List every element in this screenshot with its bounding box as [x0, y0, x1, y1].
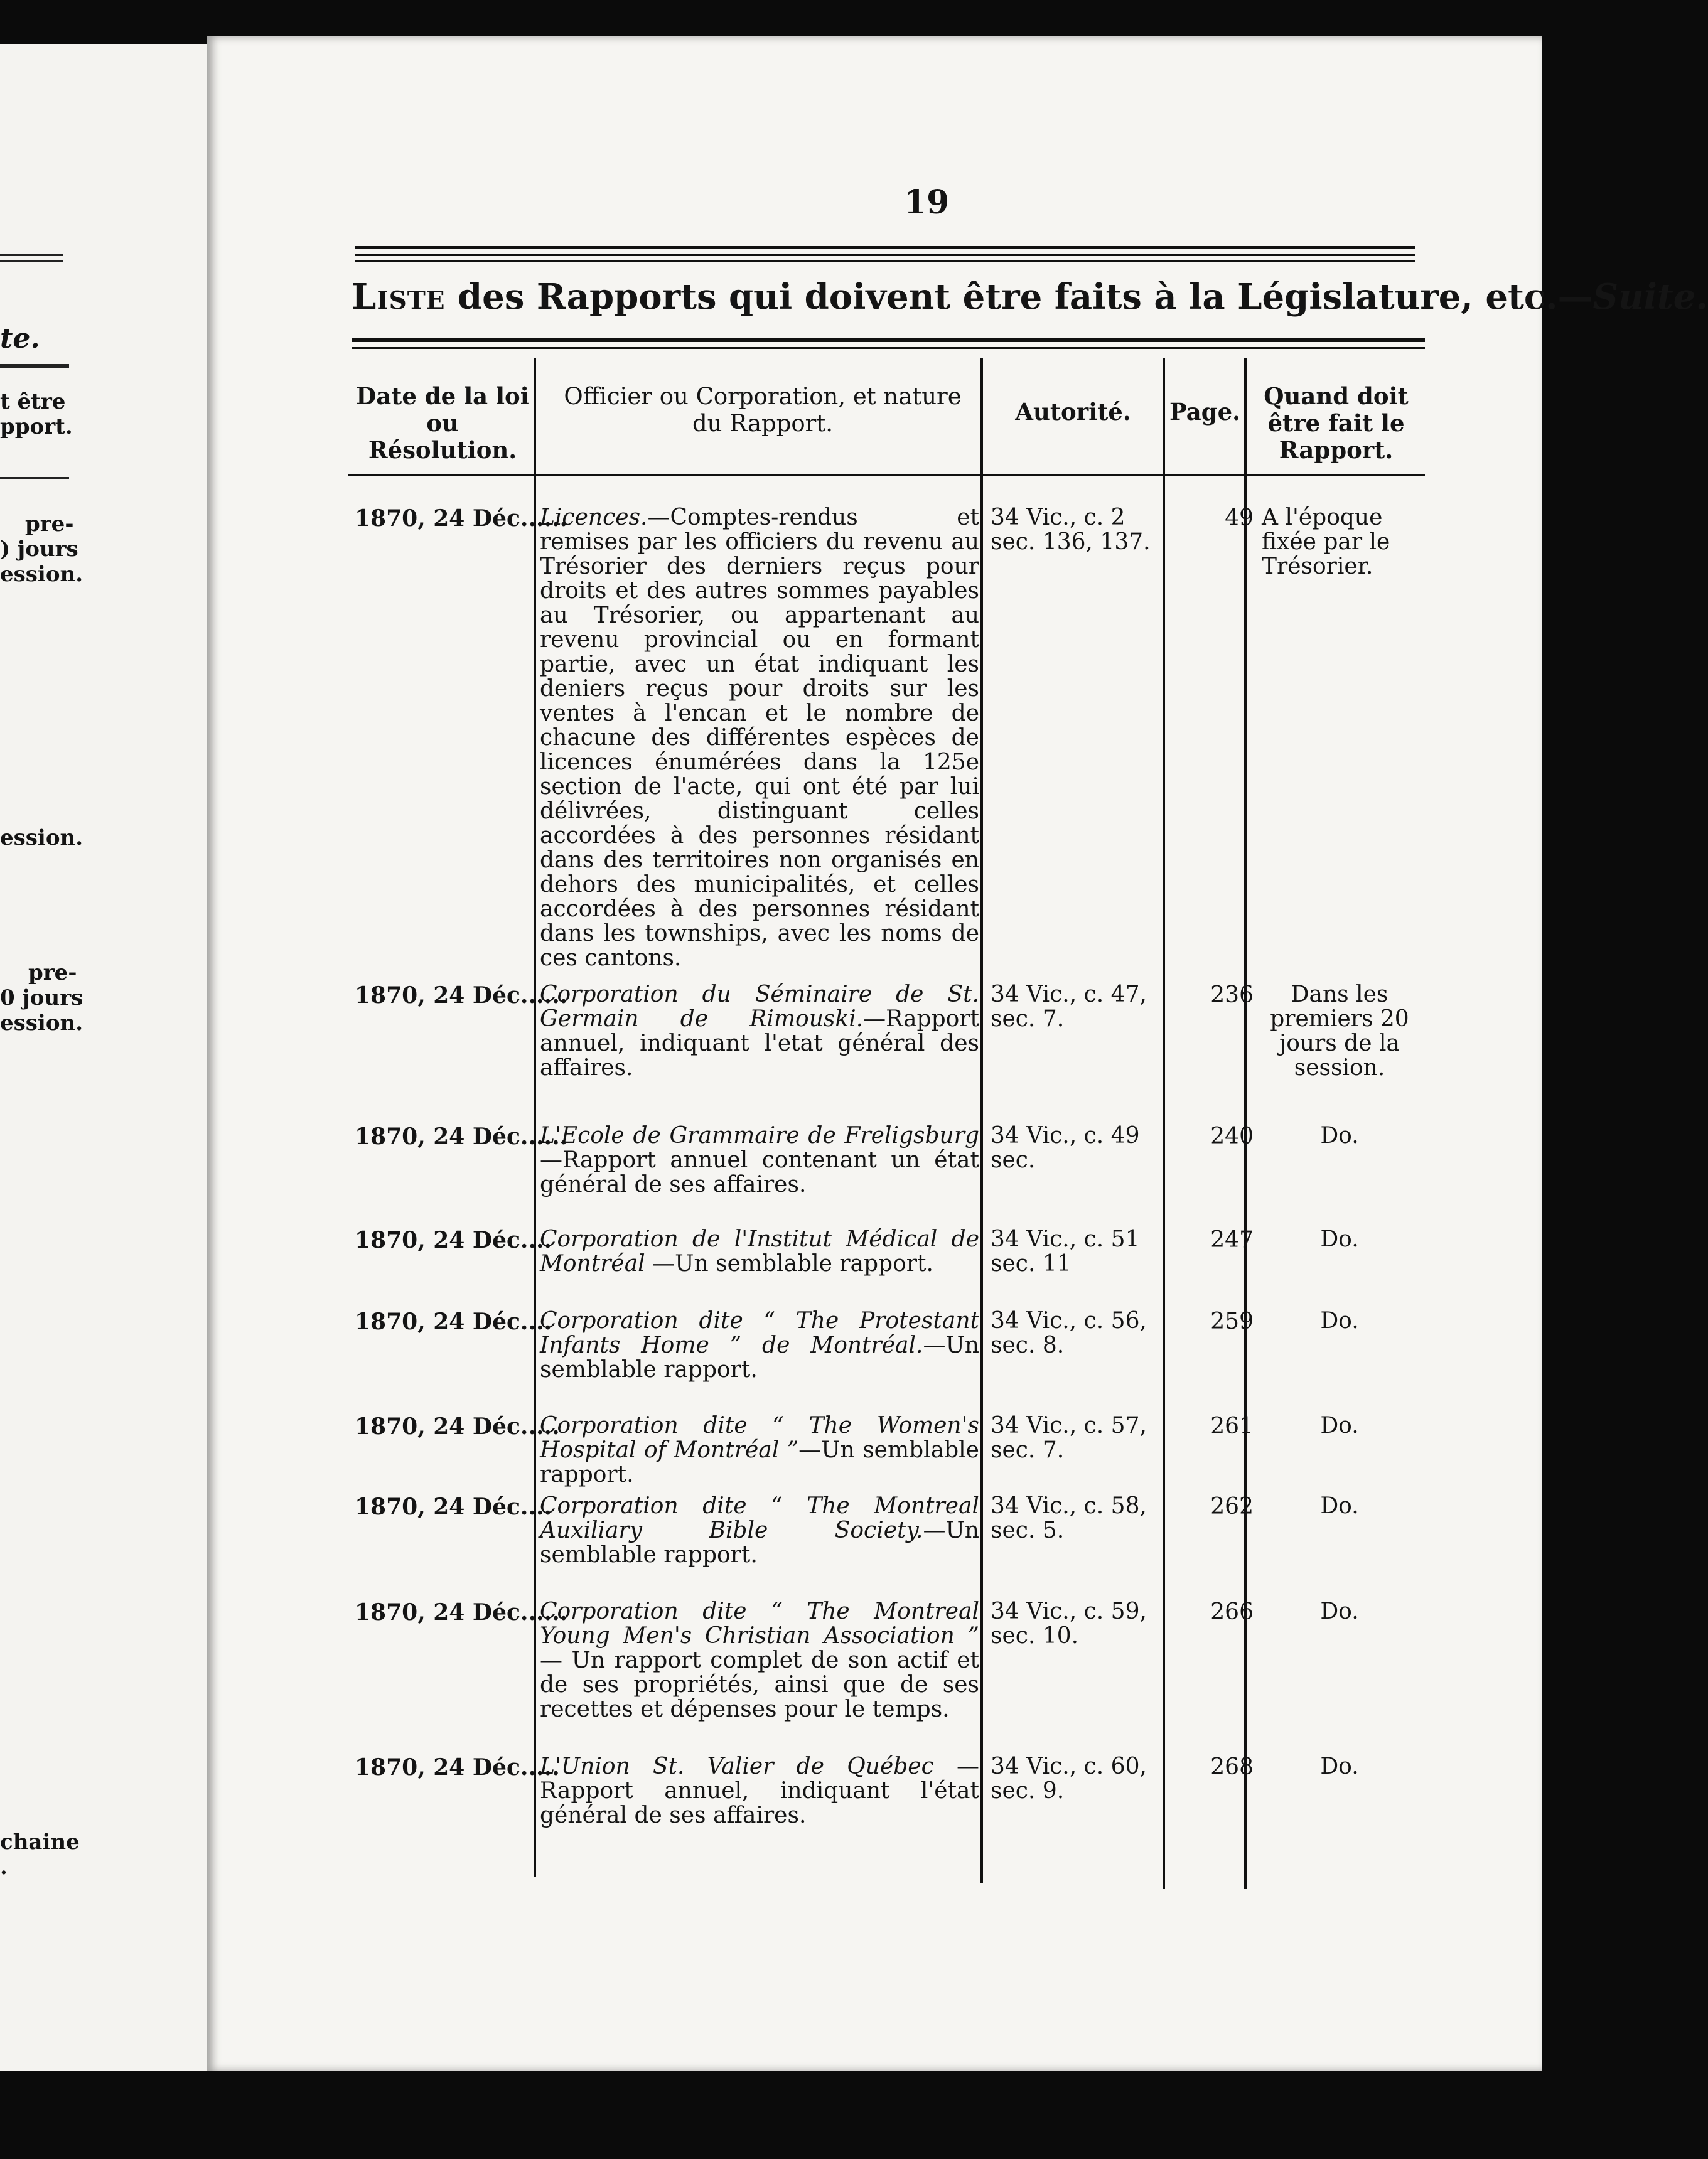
- page-heading: [352, 276, 1708, 318]
- row-page: 266: [1210, 1599, 1254, 1625]
- row-page: 262: [1210, 1494, 1254, 1519]
- row-when: A l'époque fixée par le Trésorier.: [1262, 505, 1390, 579]
- row-date: 1870, 24 Déc....: [355, 1309, 552, 1335]
- row-title: Licences.: [540, 505, 648, 530]
- row-date: 1870, 24 Déc......: [355, 1599, 568, 1626]
- top-rule: [355, 260, 1415, 262]
- row-authority: 34 Vic., c. 49 sec.: [991, 1123, 1140, 1173]
- left-fragment: t être: [0, 389, 66, 414]
- left-fragment: ) jours: [0, 537, 78, 562]
- header-rule: [348, 474, 1425, 476]
- reports-table: [348, 348, 1425, 1880]
- heading-rule: [352, 338, 1425, 342]
- row-date: 1870, 24 Déc.....: [355, 1754, 560, 1781]
- row-date: 1870, 24 Déc......: [355, 982, 568, 1009]
- row-page: 268: [1210, 1754, 1254, 1780]
- row-when: Do.: [1320, 1226, 1359, 1252]
- row-authority: 34 Vic., c. 57, sec. 7.: [991, 1413, 1147, 1463]
- top-rule: [355, 246, 1415, 249]
- row-when: Do.: [1320, 1493, 1359, 1519]
- row-description: [540, 1413, 979, 1487]
- row-page: 259: [1210, 1309, 1254, 1334]
- top-rule: [355, 254, 1415, 256]
- row-description: [540, 505, 979, 970]
- row-title: Corporation dite “ The Women's Hospital of Montréal ”: [540, 1413, 979, 1463]
- page-edge: [1542, 36, 1579, 2076]
- column-divider: [534, 358, 536, 1877]
- row-page: 247: [1210, 1227, 1254, 1253]
- row-authority: 34 Vic., c. 2 sec. 136, 137.: [991, 505, 1151, 555]
- row-page: 261: [1210, 1413, 1254, 1439]
- row-when: Do.: [1320, 1123, 1359, 1149]
- row-when: Do.: [1320, 1599, 1359, 1624]
- header-when: Quand doit être fait le Rapport.: [1264, 382, 1409, 464]
- left-fragment: 0 jours: [0, 985, 83, 1010]
- left-fragment: .: [0, 1855, 8, 1880]
- header-officer: Officier ou Corporation, et nature du Rapport.: [564, 383, 962, 437]
- row-date: 1870, 24 Déc....: [355, 1494, 552, 1520]
- header-authority: Autorité.: [1015, 398, 1131, 426]
- row-description: [540, 982, 979, 1080]
- row-page: 49: [1225, 505, 1254, 531]
- row-when: Do.: [1320, 1308, 1359, 1334]
- row-desc: —Rapport annuel, indiquant l'etat général des affaires.: [540, 1006, 979, 1081]
- left-fragment: pre-: [28, 960, 77, 985]
- heading-suite: Suite.: [1593, 276, 1708, 318]
- left-fragment: pport.: [0, 414, 73, 439]
- left-page: [0, 44, 222, 2071]
- header-page: Page.: [1169, 398, 1241, 426]
- row-title: Corporation de l'Institut Médical de Montréal: [540, 1226, 979, 1277]
- left-rule: [0, 254, 63, 256]
- row-authority: 34 Vic., c. 51 sec. 11: [991, 1226, 1140, 1277]
- left-rule: [0, 260, 63, 262]
- row-desc: —Un semblable rapport.: [540, 1518, 979, 1568]
- row-description: [540, 1309, 979, 1382]
- left-fragment: te.: [0, 323, 40, 355]
- row-description: [540, 1599, 979, 1722]
- heading-text: des Rapports qui doivent être faits à la Législature, etc.—: [445, 276, 1593, 318]
- row-date: 1870, 24 Déc......: [355, 1123, 568, 1150]
- row-when: Do.: [1320, 1754, 1359, 1779]
- row-when: Do.: [1320, 1413, 1359, 1438]
- row-desc: —Un semblable rapport.: [540, 1437, 979, 1487]
- row-desc: —Rapport annuel contenant un état général de ses affaires.: [540, 1147, 979, 1197]
- row-title: Corporation dite “ The Montreal Auxiliary Bible Society.: [540, 1493, 979, 1543]
- row-date: 1870, 24 Déc.....: [355, 1413, 560, 1440]
- left-rule: [0, 477, 69, 479]
- row-authority: 34 Vic., c. 56, sec. 8.: [991, 1308, 1147, 1358]
- row-desc: —Un semblable rapport.: [540, 1332, 979, 1383]
- left-fragment: ession.: [0, 562, 83, 587]
- left-rule: [0, 364, 69, 368]
- header-date: Date de la loi ou Résolution.: [356, 382, 529, 464]
- left-fragment: chaine: [0, 1830, 80, 1855]
- row-description: [540, 1227, 979, 1276]
- row-title: Corporation dite “ The Protestant Infants Home ” de Montréal.: [540, 1308, 979, 1358]
- row-authority: 34 Vic., c. 59, sec. 10.: [991, 1599, 1147, 1649]
- row-description: [540, 1754, 979, 1828]
- row-description: [540, 1494, 979, 1567]
- row-date: 1870, 24 Déc....: [355, 1227, 552, 1253]
- row-authority: 34 Vic., c. 58, sec. 5.: [991, 1493, 1147, 1543]
- left-fragment: pre-: [25, 512, 74, 537]
- row-page: 236: [1210, 982, 1254, 1008]
- left-fragment: ession.: [0, 1010, 83, 1036]
- heading-liste: Liste: [352, 276, 446, 318]
- row-page: 240: [1210, 1123, 1254, 1149]
- row-authority: 34 Vic., c. 47, sec. 7.: [991, 982, 1147, 1032]
- left-fragment: ession.: [0, 825, 83, 850]
- row-title: Corporation du Séminaire de St. Germain de Rimouski.: [540, 982, 979, 1032]
- row-title: L'Union St. Valier de Québec: [540, 1754, 934, 1779]
- row-title: L'Ecole de Grammaire de Freligsburg: [540, 1123, 979, 1149]
- row-desc: —Un semblable rapport.: [645, 1251, 933, 1277]
- row-desc: — Un rapport complet de son actif et de ses propriétés, ainsi que de ses recettes et dépenses pour le temps.: [540, 1647, 979, 1722]
- column-divider: [980, 358, 983, 1883]
- row-desc: —Comptes-rendus et remises par les officiers du revenu au Trésorier des derniers reçus pour droits et des autres sommes payables au Trésorier, ou appartenant au revenu provincial ou en formant partie, avec un état indiquant les deniers reçus pour droits sur les ventes à l'encan et le nombre de chacune des différentes espèces de licences énumérées dans la 125e section de l'acte, qui ont été par lui délivrées, distinguant celles accordées à des personnes résidant dans des territoires non organisés en dehors des municipalités, et celles accordées à des personnes résidant dans les townships, avec les noms de ces cantons.: [540, 505, 979, 971]
- row-description: [540, 1123, 979, 1197]
- row-title: Corporation dite “ The Montreal Young Men's Christian Association ”: [540, 1599, 979, 1649]
- row-authority: 34 Vic., c. 60, sec. 9.: [991, 1754, 1147, 1804]
- row-date: 1870, 24 Déc......: [355, 505, 568, 532]
- page-number: 19: [904, 183, 950, 222]
- row-desc: —Rapport annuel, indiquant l'état général de ses affaires.: [540, 1754, 979, 1828]
- row-when: Dans les premiers 20 jours de la session.: [1270, 982, 1409, 1081]
